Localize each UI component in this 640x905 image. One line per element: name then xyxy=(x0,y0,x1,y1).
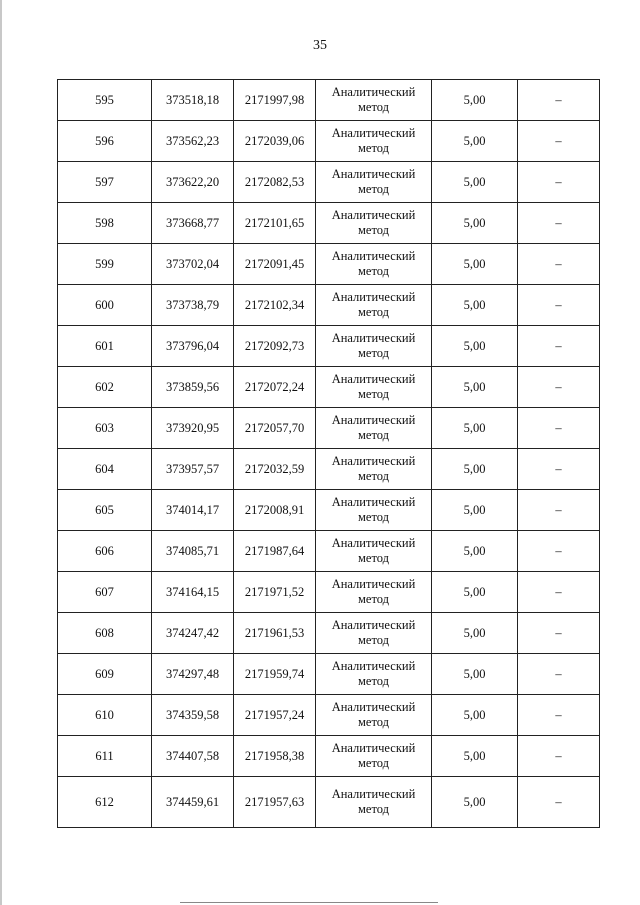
y-coordinate-cell: 2171958,38 xyxy=(234,736,316,777)
dash-cell: – xyxy=(518,777,600,828)
table-row xyxy=(58,244,600,285)
accuracy-cell: 5,00 xyxy=(432,285,518,326)
point-number-cell: 604 xyxy=(58,449,152,490)
dash-cell: – xyxy=(518,203,600,244)
point-number-cell: 599 xyxy=(58,244,152,285)
dash-cell: – xyxy=(518,367,600,408)
accuracy-cell: 5,00 xyxy=(432,80,518,121)
x-coordinate-cell: 374247,42 xyxy=(152,613,234,654)
page-number: 35 xyxy=(313,38,327,53)
dash-cell: – xyxy=(518,613,600,654)
accuracy-cell: 5,00 xyxy=(432,121,518,162)
y-coordinate-cell: 2172072,24 xyxy=(234,367,316,408)
dash-cell: – xyxy=(518,449,600,490)
accuracy-cell: 5,00 xyxy=(432,449,518,490)
footer-line xyxy=(180,902,438,903)
x-coordinate-cell: 374359,58 xyxy=(152,695,234,736)
y-coordinate-cell: 2172039,06 xyxy=(234,121,316,162)
y-coordinate-cell: 2172057,70 xyxy=(234,408,316,449)
point-number-cell: 611 xyxy=(58,736,152,777)
point-number-cell: 595 xyxy=(58,80,152,121)
y-coordinate-cell: 2171957,63 xyxy=(234,777,316,828)
point-number-cell: 602 xyxy=(58,367,152,408)
table-row xyxy=(58,572,600,613)
point-number-cell: 596 xyxy=(58,121,152,162)
accuracy-cell: 5,00 xyxy=(432,162,518,203)
accuracy-cell: 5,00 xyxy=(432,572,518,613)
table-row xyxy=(58,203,600,244)
method-cell: Аналитический метод xyxy=(316,777,432,828)
method-cell: Аналитический метод xyxy=(316,572,432,613)
point-number-cell: 600 xyxy=(58,285,152,326)
x-coordinate-cell: 374085,71 xyxy=(152,531,234,572)
method-cell: Аналитический метод xyxy=(316,654,432,695)
y-coordinate-cell: 2172082,53 xyxy=(234,162,316,203)
dash-cell: – xyxy=(518,572,600,613)
method-cell: Аналитический метод xyxy=(316,244,432,285)
x-coordinate-cell: 374459,61 xyxy=(152,777,234,828)
point-number-cell: 601 xyxy=(58,326,152,367)
table-row xyxy=(58,121,600,162)
table-row xyxy=(58,367,600,408)
x-coordinate-cell: 374297,48 xyxy=(152,654,234,695)
table-row xyxy=(58,531,600,572)
x-coordinate-cell: 373796,04 xyxy=(152,326,234,367)
y-coordinate-cell: 2172008,91 xyxy=(234,490,316,531)
point-number-cell: 608 xyxy=(58,613,152,654)
table-row xyxy=(58,736,600,777)
table-row xyxy=(58,613,600,654)
dash-cell: – xyxy=(518,244,600,285)
table-body xyxy=(58,80,600,828)
dash-cell: – xyxy=(518,326,600,367)
x-coordinate-cell: 373702,04 xyxy=(152,244,234,285)
y-coordinate-cell: 2171971,52 xyxy=(234,572,316,613)
accuracy-cell: 5,00 xyxy=(432,613,518,654)
accuracy-cell: 5,00 xyxy=(432,326,518,367)
y-coordinate-cell: 2172092,73 xyxy=(234,326,316,367)
scan-edge-line xyxy=(0,0,2,905)
method-cell: Аналитический метод xyxy=(316,80,432,121)
x-coordinate-cell: 373518,18 xyxy=(152,80,234,121)
y-coordinate-cell: 2171987,64 xyxy=(234,531,316,572)
point-number-cell: 598 xyxy=(58,203,152,244)
table-row xyxy=(58,449,600,490)
method-cell: Аналитический метод xyxy=(316,449,432,490)
accuracy-cell: 5,00 xyxy=(432,244,518,285)
table-row xyxy=(58,408,600,449)
accuracy-cell: 5,00 xyxy=(432,654,518,695)
point-number-cell: 612 xyxy=(58,777,152,828)
table-row xyxy=(58,490,600,531)
method-cell: Аналитический метод xyxy=(316,408,432,449)
method-cell: Аналитический метод xyxy=(316,736,432,777)
table-row xyxy=(58,777,600,828)
y-coordinate-cell: 2172091,45 xyxy=(234,244,316,285)
y-coordinate-cell: 2171957,24 xyxy=(234,695,316,736)
point-number-cell: 609 xyxy=(58,654,152,695)
method-cell: Аналитический метод xyxy=(316,203,432,244)
point-number-cell: 597 xyxy=(58,162,152,203)
table-row xyxy=(58,162,600,203)
method-cell: Аналитический метод xyxy=(316,326,432,367)
accuracy-cell: 5,00 xyxy=(432,695,518,736)
method-cell: Аналитический метод xyxy=(316,285,432,326)
method-cell: Аналитический метод xyxy=(316,121,432,162)
x-coordinate-cell: 374407,58 xyxy=(152,736,234,777)
dash-cell: – xyxy=(518,490,600,531)
accuracy-cell: 5,00 xyxy=(432,531,518,572)
method-cell: Аналитический метод xyxy=(316,695,432,736)
x-coordinate-cell: 373738,79 xyxy=(152,285,234,326)
x-coordinate-cell: 373920,95 xyxy=(152,408,234,449)
dash-cell: – xyxy=(518,695,600,736)
accuracy-cell: 5,00 xyxy=(432,777,518,828)
dash-cell: – xyxy=(518,736,600,777)
point-number-cell: 605 xyxy=(58,490,152,531)
accuracy-cell: 5,00 xyxy=(432,736,518,777)
accuracy-cell: 5,00 xyxy=(432,367,518,408)
method-cell: Аналитический метод xyxy=(316,531,432,572)
point-number-cell: 610 xyxy=(58,695,152,736)
table-row xyxy=(58,285,600,326)
x-coordinate-cell: 373668,77 xyxy=(152,203,234,244)
dash-cell: – xyxy=(518,408,600,449)
y-coordinate-cell: 2172102,34 xyxy=(234,285,316,326)
x-coordinate-cell: 373859,56 xyxy=(152,367,234,408)
point-number-cell: 606 xyxy=(58,531,152,572)
dash-cell: – xyxy=(518,531,600,572)
x-coordinate-cell: 373622,20 xyxy=(152,162,234,203)
y-coordinate-cell: 2171997,98 xyxy=(234,80,316,121)
accuracy-cell: 5,00 xyxy=(432,490,518,531)
coordinates-table xyxy=(57,79,600,828)
method-cell: Аналитический метод xyxy=(316,613,432,654)
y-coordinate-cell: 2171959,74 xyxy=(234,654,316,695)
dash-cell: – xyxy=(518,654,600,695)
y-coordinate-cell: 2172101,65 xyxy=(234,203,316,244)
dash-cell: – xyxy=(518,162,600,203)
method-cell: Аналитический метод xyxy=(316,162,432,203)
x-coordinate-cell: 373957,57 xyxy=(152,449,234,490)
y-coordinate-cell: 2171961,53 xyxy=(234,613,316,654)
dash-cell: – xyxy=(518,285,600,326)
accuracy-cell: 5,00 xyxy=(432,408,518,449)
x-coordinate-cell: 374164,15 xyxy=(152,572,234,613)
x-coordinate-cell: 373562,23 xyxy=(152,121,234,162)
table-row xyxy=(58,326,600,367)
method-cell: Аналитический метод xyxy=(316,490,432,531)
method-cell: Аналитический метод xyxy=(316,367,432,408)
x-coordinate-cell: 374014,17 xyxy=(152,490,234,531)
y-coordinate-cell: 2172032,59 xyxy=(234,449,316,490)
dash-cell: – xyxy=(518,121,600,162)
point-number-cell: 603 xyxy=(58,408,152,449)
dash-cell: – xyxy=(518,80,600,121)
table-row xyxy=(58,695,600,736)
point-number-cell: 607 xyxy=(58,572,152,613)
table-row xyxy=(58,80,600,121)
accuracy-cell: 5,00 xyxy=(432,203,518,244)
table-row xyxy=(58,654,600,695)
